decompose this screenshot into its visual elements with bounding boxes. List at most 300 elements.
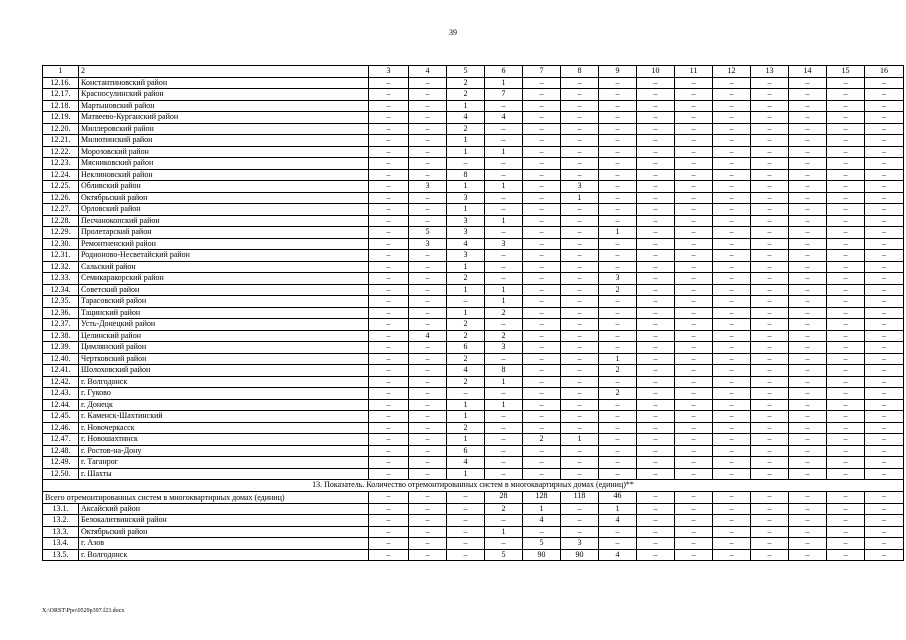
table-cell: – (485, 204, 523, 216)
table-cell: – (713, 503, 751, 515)
table-cell: 128 (523, 491, 561, 503)
table-cell: – (599, 411, 637, 423)
table-cell: – (409, 411, 447, 423)
table-cell: – (789, 215, 827, 227)
table-cell: – (827, 330, 865, 342)
table-cell: – (789, 330, 827, 342)
table-cell: – (637, 100, 675, 112)
row-name: г. Волгодонск (79, 376, 369, 388)
table-cell: – (789, 77, 827, 89)
table-cell: – (561, 388, 599, 400)
table-cell: – (369, 123, 409, 135)
table-cell: – (561, 123, 599, 135)
table-cell: – (713, 192, 751, 204)
table-cell: – (637, 353, 675, 365)
table-cell: – (561, 215, 599, 227)
table-cell: – (827, 376, 865, 388)
row-number: 12.31. (43, 250, 79, 262)
table-cell: – (675, 319, 713, 331)
row-name: Тацинский район (79, 307, 369, 319)
table-cell: – (713, 468, 751, 480)
table-cell: – (713, 273, 751, 285)
table-row (43, 250, 904, 262)
table-cell: – (827, 273, 865, 285)
table-cell: – (599, 181, 637, 193)
table-cell: – (599, 261, 637, 273)
table-cell: 2 (485, 503, 523, 515)
table-cell: 1 (485, 215, 523, 227)
table-cell: – (409, 376, 447, 388)
table-cell: – (713, 238, 751, 250)
table-cell: – (637, 227, 675, 239)
table-cell: – (675, 181, 713, 193)
table-cell: – (713, 549, 751, 561)
table-cell: – (827, 411, 865, 423)
row-number: 12.43. (43, 388, 79, 400)
table-cell: – (561, 77, 599, 89)
table-cell: 7 (485, 89, 523, 101)
table-cell: – (599, 123, 637, 135)
table-cell: – (865, 330, 904, 342)
table-row (43, 238, 904, 250)
table-cell: – (751, 353, 789, 365)
table-cell: – (865, 515, 904, 527)
table-cell: 10 (637, 66, 675, 78)
table-row (43, 192, 904, 204)
table-cell: – (637, 123, 675, 135)
table-cell: – (865, 538, 904, 550)
table-cell: – (865, 215, 904, 227)
table-row (43, 89, 904, 101)
table-cell: – (827, 434, 865, 446)
table-cell: – (447, 503, 485, 515)
table-cell: – (865, 296, 904, 308)
section-row (43, 480, 904, 492)
table-cell: – (409, 342, 447, 354)
table-cell: – (523, 112, 561, 124)
table-row (43, 181, 904, 193)
table-cell: – (675, 204, 713, 216)
table-cell: – (599, 238, 637, 250)
table-cell: – (713, 77, 751, 89)
table-cell: – (369, 89, 409, 101)
table-cell: – (827, 227, 865, 239)
table-cell: – (827, 89, 865, 101)
table-row (43, 296, 904, 308)
table-cell: – (447, 526, 485, 538)
row-number: 12.46. (43, 422, 79, 434)
table-cell: – (789, 192, 827, 204)
table-cell: – (485, 445, 523, 457)
table-cell: – (713, 330, 751, 342)
row-number: 12.25. (43, 181, 79, 193)
row-name: Советский район (79, 284, 369, 296)
table-cell: – (865, 135, 904, 147)
table-row (43, 434, 904, 446)
table-cell: – (789, 503, 827, 515)
table-cell: – (523, 77, 561, 89)
table-cell: – (675, 123, 713, 135)
table-row (43, 457, 904, 469)
row-number: 12.39. (43, 342, 79, 354)
table-cell: – (713, 284, 751, 296)
table-cell: – (561, 526, 599, 538)
table-cell: – (561, 204, 599, 216)
table-cell: 4 (599, 515, 637, 527)
table-cell: – (789, 135, 827, 147)
table-cell: – (827, 146, 865, 158)
row-name: Миллеровский район (79, 123, 369, 135)
row-name: г. Гуково (79, 388, 369, 400)
table-cell: – (713, 445, 751, 457)
table-cell: – (675, 169, 713, 181)
table-cell: – (561, 376, 599, 388)
table-cell: – (789, 158, 827, 170)
table-cell: – (713, 538, 751, 550)
table-cell: – (523, 261, 561, 273)
table-cell: – (523, 457, 561, 469)
table-cell: – (599, 146, 637, 158)
table-cell: – (675, 457, 713, 469)
table-row (43, 284, 904, 296)
table-cell: – (523, 100, 561, 112)
row-number: 13.4. (43, 538, 79, 550)
table-cell: – (789, 549, 827, 561)
table-cell: – (485, 158, 523, 170)
table-cell: – (789, 181, 827, 193)
row-name: г. Новочеркасск (79, 422, 369, 434)
table-cell: – (865, 491, 904, 503)
table-cell: – (485, 135, 523, 147)
table-cell: – (789, 342, 827, 354)
table-cell: 5 (485, 549, 523, 561)
row-name: Константиновский район (79, 77, 369, 89)
table-cell: – (789, 491, 827, 503)
table-cell: – (751, 89, 789, 101)
table-cell: – (637, 158, 675, 170)
table-cell: – (637, 192, 675, 204)
table-cell: – (369, 181, 409, 193)
row-number: 1 (43, 66, 79, 78)
table-cell: 1 (447, 411, 485, 423)
table-cell: – (561, 89, 599, 101)
table-cell: – (865, 342, 904, 354)
table-cell: 1 (485, 376, 523, 388)
table-cell: – (713, 491, 751, 503)
table-cell: – (789, 422, 827, 434)
row-name: Песчанокопский район (79, 215, 369, 227)
table-cell: 1 (485, 296, 523, 308)
table-cell: – (523, 192, 561, 204)
table-cell: – (409, 158, 447, 170)
table-cell: – (369, 215, 409, 227)
table-cell: – (409, 365, 447, 377)
table-cell: 2 (447, 77, 485, 89)
table-cell: – (827, 549, 865, 561)
table-cell: – (827, 319, 865, 331)
table-cell: – (561, 169, 599, 181)
table-cell: – (827, 215, 865, 227)
table-cell: – (485, 468, 523, 480)
table-cell: – (865, 365, 904, 377)
table-cell: – (865, 192, 904, 204)
table-cell: – (675, 376, 713, 388)
table-cell: – (409, 169, 447, 181)
table-cell: – (561, 353, 599, 365)
table-cell: – (369, 330, 409, 342)
table-cell: – (713, 296, 751, 308)
table-cell: – (485, 100, 523, 112)
table-cell: – (485, 538, 523, 550)
table-cell: 3 (561, 538, 599, 550)
table-cell: – (789, 307, 827, 319)
table-cell: – (713, 319, 751, 331)
table-cell: 6 (447, 445, 485, 457)
table-cell: – (561, 273, 599, 285)
table-cell: – (447, 549, 485, 561)
table-cell: – (713, 215, 751, 227)
table-cell: – (523, 319, 561, 331)
table-cell: – (865, 158, 904, 170)
table-cell: – (409, 284, 447, 296)
row-number: 12.40. (43, 353, 79, 365)
row-name: г. Ростов-на-Дону (79, 445, 369, 457)
table-cell: 1 (599, 227, 637, 239)
table-cell: – (369, 491, 409, 503)
table-cell: – (599, 342, 637, 354)
table-cell: – (713, 100, 751, 112)
table-cell: – (561, 445, 599, 457)
row-number: 12.48. (43, 445, 79, 457)
table-cell: 1 (523, 503, 561, 515)
table-cell: – (409, 135, 447, 147)
table-cell: – (751, 515, 789, 527)
table-cell: – (865, 319, 904, 331)
table-cell: – (637, 181, 675, 193)
table-cell: – (827, 169, 865, 181)
table-cell: – (369, 342, 409, 354)
table-cell: – (865, 434, 904, 446)
table-cell: – (561, 515, 599, 527)
table-cell: 1 (447, 434, 485, 446)
table-row (43, 77, 904, 89)
table-cell: – (713, 515, 751, 527)
table-cell: – (637, 411, 675, 423)
table-cell: – (751, 169, 789, 181)
table-cell: – (751, 307, 789, 319)
table-cell: – (751, 376, 789, 388)
table-row (43, 215, 904, 227)
table-cell: – (865, 526, 904, 538)
table-cell: – (369, 445, 409, 457)
table-cell: – (675, 526, 713, 538)
row-number: 12.33. (43, 273, 79, 285)
table-cell: – (561, 307, 599, 319)
total-row (43, 491, 904, 503)
table-cell: – (865, 307, 904, 319)
table-cell: 8 (447, 169, 485, 181)
row-number: 12.44. (43, 399, 79, 411)
table-cell: – (409, 319, 447, 331)
table-cell: – (865, 261, 904, 273)
row-number: 12.50. (43, 468, 79, 480)
row-number: 12.18. (43, 100, 79, 112)
table-cell: – (675, 296, 713, 308)
table-row (43, 100, 904, 112)
table-cell: – (409, 273, 447, 285)
table-cell: – (561, 146, 599, 158)
table-cell: – (369, 468, 409, 480)
table-cell: – (865, 422, 904, 434)
table-cell: 3 (599, 273, 637, 285)
table-cell: – (713, 434, 751, 446)
table-cell: – (637, 549, 675, 561)
table-cell: – (447, 158, 485, 170)
table-cell: – (369, 261, 409, 273)
row-number: 13.3. (43, 526, 79, 538)
table-cell: – (675, 342, 713, 354)
table-cell: – (637, 89, 675, 101)
table-cell: – (409, 468, 447, 480)
table-cell: 3 (485, 238, 523, 250)
table-cell: – (751, 158, 789, 170)
table-cell: – (865, 273, 904, 285)
table-cell: – (637, 296, 675, 308)
table-cell: – (789, 100, 827, 112)
table-cell: – (369, 422, 409, 434)
table-cell: 4 (409, 66, 447, 78)
table-cell: 3 (561, 181, 599, 193)
table-cell: – (599, 434, 637, 446)
table-cell: – (637, 261, 675, 273)
table-row (43, 307, 904, 319)
table-cell: – (751, 284, 789, 296)
table-cell: – (827, 296, 865, 308)
table-cell: – (637, 319, 675, 331)
row-name: Ремонтненский район (79, 238, 369, 250)
table-cell: – (827, 503, 865, 515)
row-name: Чертковский район (79, 353, 369, 365)
row-name: Белокалитвинский район (79, 515, 369, 527)
table-cell: – (751, 538, 789, 550)
table-row (43, 273, 904, 285)
table-row (43, 376, 904, 388)
table-cell: – (523, 445, 561, 457)
table-cell: – (523, 146, 561, 158)
table-cell: 90 (523, 549, 561, 561)
table-cell: – (789, 319, 827, 331)
page-number: 39 (449, 28, 457, 37)
table-cell: – (751, 491, 789, 503)
table-cell: – (485, 250, 523, 262)
table-cell: 1 (447, 204, 485, 216)
table-cell: – (865, 238, 904, 250)
table-cell: – (409, 526, 447, 538)
row-name: Шолоховский район (79, 365, 369, 377)
table-cell: – (865, 284, 904, 296)
row-name: Мясниковский район (79, 158, 369, 170)
table-cell: – (485, 192, 523, 204)
table-cell: – (789, 399, 827, 411)
table-cell: – (409, 100, 447, 112)
table-cell: – (827, 261, 865, 273)
table-row (43, 204, 904, 216)
table-cell: – (599, 399, 637, 411)
table-row (43, 526, 904, 538)
table-cell: – (827, 238, 865, 250)
table-cell: – (713, 411, 751, 423)
table-cell: – (827, 353, 865, 365)
table-cell: – (713, 388, 751, 400)
row-number: 12.16. (43, 77, 79, 89)
table-cell: – (751, 468, 789, 480)
table-cell: 2 (447, 422, 485, 434)
table-cell: – (599, 538, 637, 550)
table-cell: 28 (485, 491, 523, 503)
table-cell: 3 (447, 227, 485, 239)
table-cell: – (713, 261, 751, 273)
table-cell: – (599, 526, 637, 538)
table-cell: – (827, 468, 865, 480)
row-name: Усть-Донецкий район (79, 319, 369, 331)
table-row (43, 365, 904, 377)
table-cell: – (369, 250, 409, 262)
table-cell: – (369, 515, 409, 527)
table-cell: – (675, 468, 713, 480)
table-cell: 1 (485, 181, 523, 193)
table-cell: – (485, 123, 523, 135)
table-cell: – (637, 388, 675, 400)
table-cell: – (523, 89, 561, 101)
table-cell: – (369, 238, 409, 250)
table-cell: – (523, 330, 561, 342)
table-row (43, 227, 904, 239)
table-cell: – (637, 284, 675, 296)
table-cell: 118 (561, 491, 599, 503)
table-cell: 4 (523, 515, 561, 527)
table-cell: 90 (561, 549, 599, 561)
table-cell: – (637, 135, 675, 147)
table-cell: – (561, 411, 599, 423)
table-cell: 2 (447, 353, 485, 365)
row-name: Сальский район (79, 261, 369, 273)
row-number: 12.28. (43, 215, 79, 227)
table-cell: 4 (409, 330, 447, 342)
table-cell: – (561, 399, 599, 411)
table-cell: – (713, 227, 751, 239)
table-cell: – (827, 538, 865, 550)
table-cell: – (675, 411, 713, 423)
table-cell: – (751, 388, 789, 400)
table-cell: – (369, 526, 409, 538)
table-cell: – (369, 284, 409, 296)
table-cell: – (675, 549, 713, 561)
table-cell: – (637, 112, 675, 124)
table-cell: – (409, 491, 447, 503)
table-cell: – (751, 457, 789, 469)
row-name: Неклиновский район (79, 169, 369, 181)
table-cell: – (523, 238, 561, 250)
row-number: 12.38. (43, 330, 79, 342)
table-cell: – (675, 399, 713, 411)
table-cell: – (637, 468, 675, 480)
table-row (43, 319, 904, 331)
table-cell: – (675, 250, 713, 262)
table-cell: – (865, 457, 904, 469)
table-cell: – (369, 77, 409, 89)
table-cell: 4 (447, 457, 485, 469)
table-cell: – (827, 112, 865, 124)
